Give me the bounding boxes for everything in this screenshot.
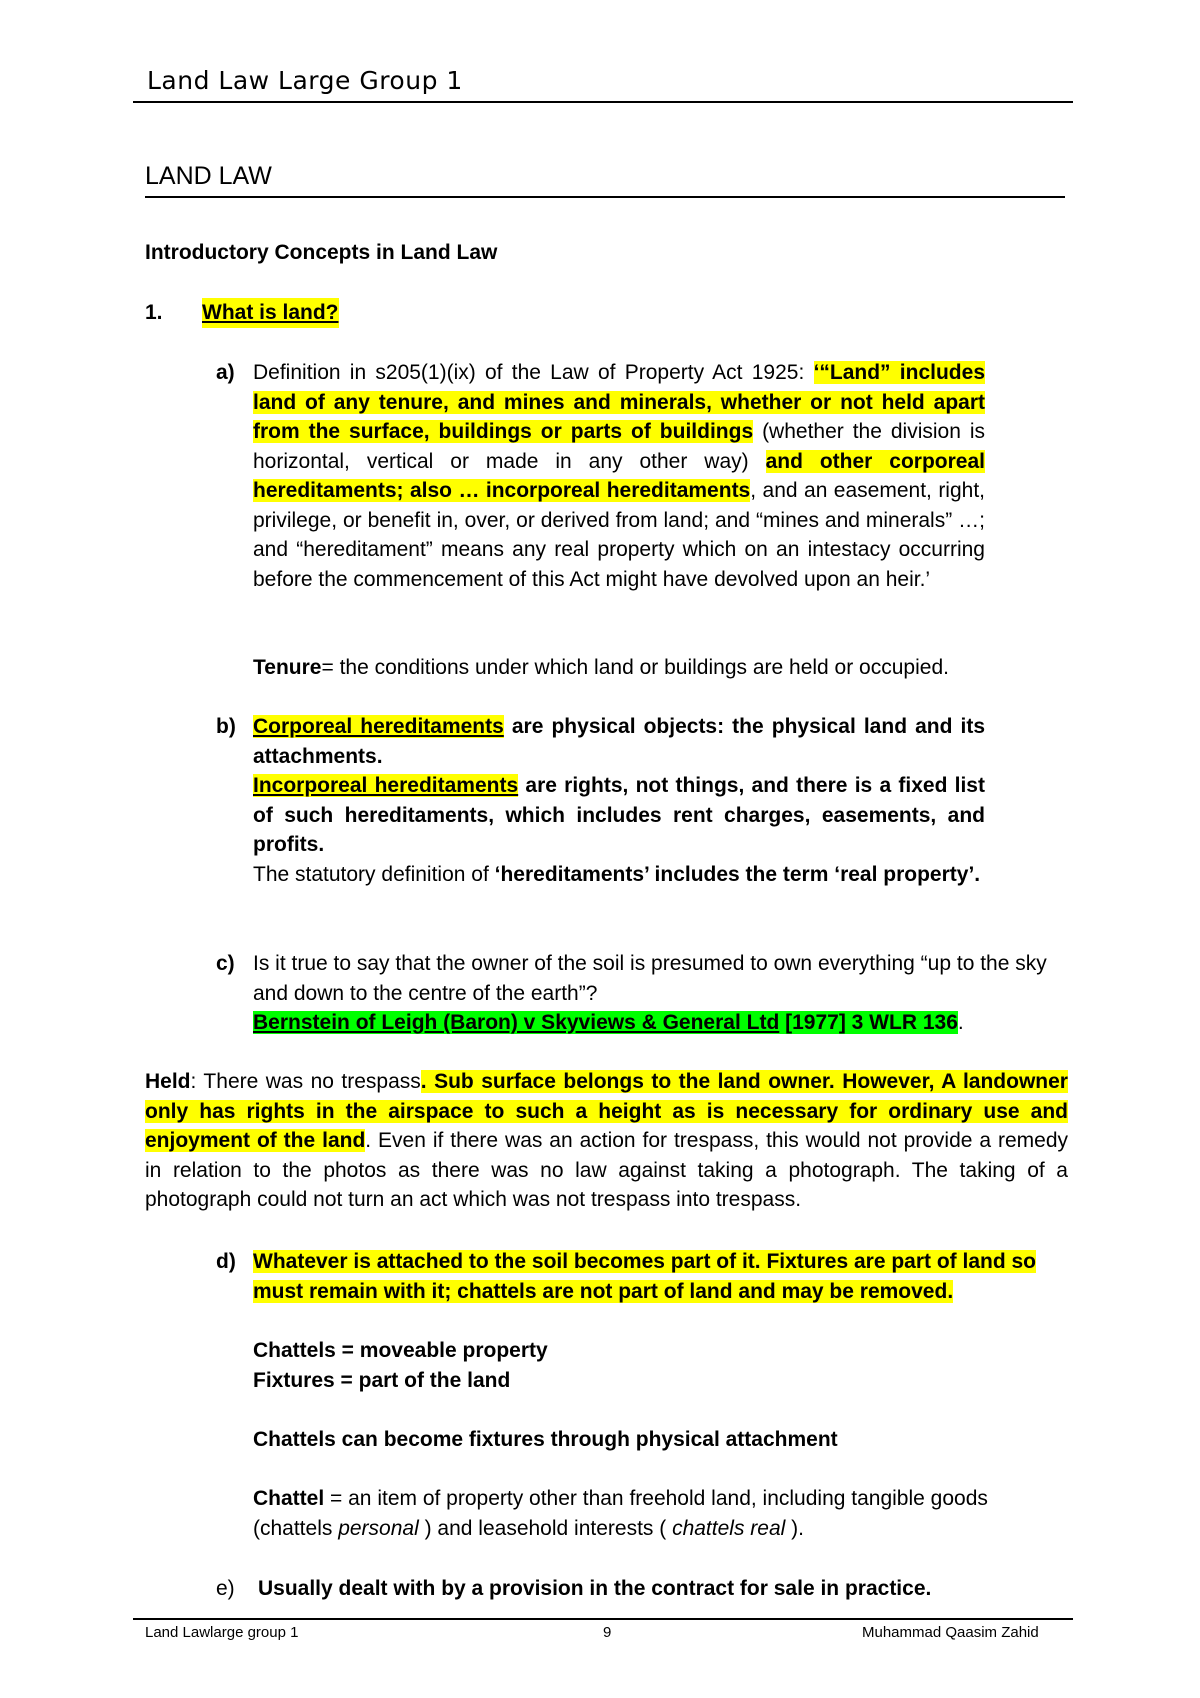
chattel-label: Chattel (253, 1487, 325, 1510)
tenure-definition (253, 653, 985, 683)
item-b-statutory (253, 860, 985, 890)
definition-plain-2: , and an easement, right, privilege, or benefit in, over, or derived from land; and “mines and minerals” …; and “hereditament” means any real property which on an intestacy occurring before the commencement of this Act might have devolved upon an heir.’ (253, 479, 985, 591)
fixtures-highlight: Whatever is attached to the soil becomes part of it. Fixtures are part of land so must remain with it; chattels are not part of land and may be removed. (253, 1250, 1037, 1303)
item-marker-c: c) (216, 952, 235, 975)
chattel-definition (253, 1484, 1068, 1543)
chattels-become-fixtures: Chattels can become fixtures through physical attachment (253, 1428, 838, 1451)
chattels-definition: Chattels = moveable property (253, 1339, 548, 1362)
held-plain-1: : There was no trespass (190, 1070, 421, 1093)
page-header-title: Land Law Large Group 1 (147, 66, 463, 95)
footer-divider (133, 1618, 1073, 1620)
chattel-text-2: ) and leasehold interests ( (418, 1516, 673, 1540)
page-number: 9 (603, 1624, 612, 1641)
held-highlight: . Sub surface belongs to the land owner. However, A landowner only has rights in the airspace to such a height as is necessary for ordinary use and enjoyment of the land (145, 1070, 1068, 1152)
item-marker-b: b) (216, 715, 236, 738)
definition-highlight-1: ‘“Land” includes land of any tenure, and mines and minerals, whether or not held apart from the surface, buildings or parts of buildings (253, 361, 985, 443)
incorporeal-term: Incorporeal hereditaments (253, 774, 519, 797)
question-heading: What is land? (202, 298, 339, 328)
item-marker-e: e) (216, 1577, 235, 1600)
footer-author: Muhammad Qaasim Zahid (862, 1624, 1039, 1641)
fixtures-definition: Fixtures = part of the land (253, 1369, 511, 1392)
item-b-incorporeal (253, 771, 985, 860)
item-b-corporeal (253, 712, 985, 771)
document-title: LAND LAW (145, 162, 272, 190)
held-paragraph (145, 1067, 1068, 1215)
statutory-bold: ‘hereditaments’ includes the term ‘real property’. (494, 863, 981, 886)
case-cite: [1977] 3 WLR 136 (779, 1011, 958, 1034)
footer-left: Land Lawlarge group 1 (145, 1624, 299, 1641)
held-plain-2: . Even if there was an action for trespass, this would not provide a remedy in relation to the photos as there was no law against taking a photograph. The taking of a photograph could not turn an act which was not trespass into trespass. (145, 1129, 1069, 1211)
title-divider (145, 196, 1065, 198)
tenure-text: = the conditions under which land or buildings are held or occupied. (321, 656, 949, 679)
chattel-text-1: = an item of property other than freehold land, including tangible goods (chattels (253, 1487, 988, 1540)
incorporeal-text: are rights, not things, and there is a fixed list of such hereditaments, which includes rent charges, easements, and profits. (253, 774, 985, 856)
item-marker-d: d) (216, 1250, 236, 1273)
held-label: Held (145, 1070, 191, 1093)
corporeal-text: are physical objects: the physical land and its attachments. (253, 715, 985, 768)
item-marker-a: a) (216, 361, 235, 384)
chattel-personal: personal (338, 1516, 419, 1540)
corporeal-term: Corporeal hereditaments (253, 715, 504, 738)
chattel-text-3: ). (785, 1516, 804, 1540)
header-divider (133, 101, 1073, 103)
item-d-fixtures (253, 1247, 1068, 1306)
sky-question: Is it true to say that the owner of the soil is presumed to own everything “up to the sky and down to the centre of the earth”? (253, 952, 1047, 1005)
statutory-plain: The statutory definition of (253, 863, 495, 886)
definition-plain-1: (whether the division is horizontal, vertical or made in any other way) (253, 420, 985, 473)
item-c-question (253, 949, 1068, 1038)
definition-intro: Definition in s205(1)(ix) of the Law of Property Act 1925: (253, 361, 814, 384)
definition-highlight-2: and other corporeal hereditaments; also … incorporeal hereditaments (253, 449, 985, 502)
case-citation (253, 1011, 958, 1034)
case-end: . (957, 1011, 964, 1034)
item-a-definition (253, 358, 985, 594)
section-heading: Introductory Concepts in Land Law (145, 241, 498, 264)
case-name: Bernstein of Leigh (Baron) v Skyviews & General Ltd (253, 1011, 780, 1034)
item-e-text: Usually dealt with by a provision in the contract for sale in practice. (258, 1577, 932, 1600)
chattel-real: chattels real (672, 1516, 786, 1540)
tenure-label: Tenure (253, 656, 322, 679)
question-number: 1. (145, 301, 163, 324)
